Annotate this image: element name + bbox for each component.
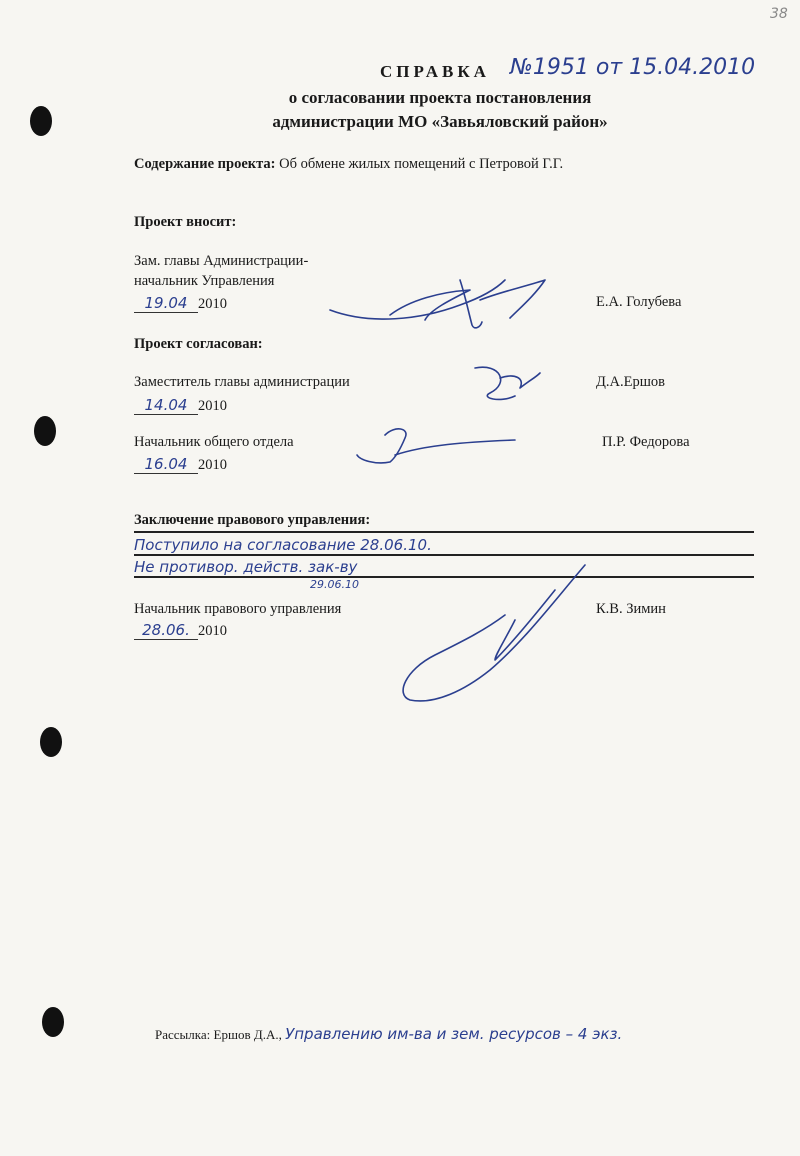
submitter-date-hand: 19.04 — [134, 294, 198, 313]
approval-1-position: Заместитель главы администрации — [134, 374, 350, 390]
corner-page-mark: 38 — [770, 6, 788, 22]
project-content-value: Об обмене жилых помещений с Петровой Г.Г. — [279, 156, 564, 172]
approval-2-position: Начальник общего отдела — [134, 434, 294, 450]
document-title: СПРАВКА — [380, 62, 490, 81]
approval-1-date — [134, 396, 227, 415]
legal-line2-date-hand: 29.06.10 — [310, 578, 359, 591]
approval-2-name: П.Р. Федорова — [602, 434, 690, 450]
punch-hole — [34, 416, 56, 446]
approval-1-signature — [470, 358, 550, 408]
distribution — [155, 1025, 622, 1043]
approval-2-date — [134, 455, 227, 474]
legal-date-year: 2010 — [198, 623, 227, 639]
legal-rule-1 — [134, 531, 754, 533]
punch-hole — [40, 727, 62, 757]
legal-line1-hand: Поступило на согласование 28.06.10. — [134, 536, 432, 554]
submitter-heading: Проект вносит: — [134, 214, 237, 230]
approval-1-date-hand: 14.04 — [134, 396, 198, 415]
approval-1-name: Д.А.Ершов — [596, 374, 665, 390]
approval-2-date-hand: 16.04 — [134, 455, 198, 474]
submitter-position-line1: Зам. главы Администрации- — [134, 253, 309, 269]
submitter-date-year: 2010 — [198, 296, 227, 312]
approval-2-signature — [355, 420, 525, 470]
project-content — [134, 156, 563, 173]
project-content-label: Содержание проекта: — [134, 156, 276, 172]
submitter-name: Е.А. Голубева — [596, 294, 682, 310]
distribution-hand: Управлению им-ва и зем. ресурсов – 4 экз. — [285, 1025, 623, 1043]
legal-position: Начальник правового управления — [134, 601, 342, 617]
legal-date — [134, 621, 227, 640]
submitter-position-line2: начальник Управления — [134, 273, 275, 289]
document-subtitle-line1: о согласовании проекта постановления — [288, 88, 592, 107]
handwritten-number: №1951 от 15.04.2010 — [510, 55, 756, 80]
distribution-label: Рассылка: Ершов Д.А., — [155, 1027, 282, 1042]
legal-signature — [395, 560, 595, 710]
legal-line2-hand: Не противор. действ. зак-ву — [134, 558, 358, 576]
legal-rule-2 — [134, 554, 754, 556]
document-subtitle-line2: администрации МО «Завьяловский район» — [272, 112, 608, 131]
submitter-signature — [330, 270, 560, 340]
approval-1-date-year: 2010 — [198, 398, 227, 414]
approval-2-date-year: 2010 — [198, 457, 227, 473]
submitter-date — [134, 294, 227, 313]
legal-heading: Заключение правового управления: — [134, 512, 371, 528]
legal-date-hand: 28.06. — [134, 621, 198, 640]
punch-hole — [42, 1007, 64, 1037]
approvals-heading: Проект согласован: — [134, 336, 263, 352]
legal-name: К.В. Зимин — [596, 601, 666, 617]
